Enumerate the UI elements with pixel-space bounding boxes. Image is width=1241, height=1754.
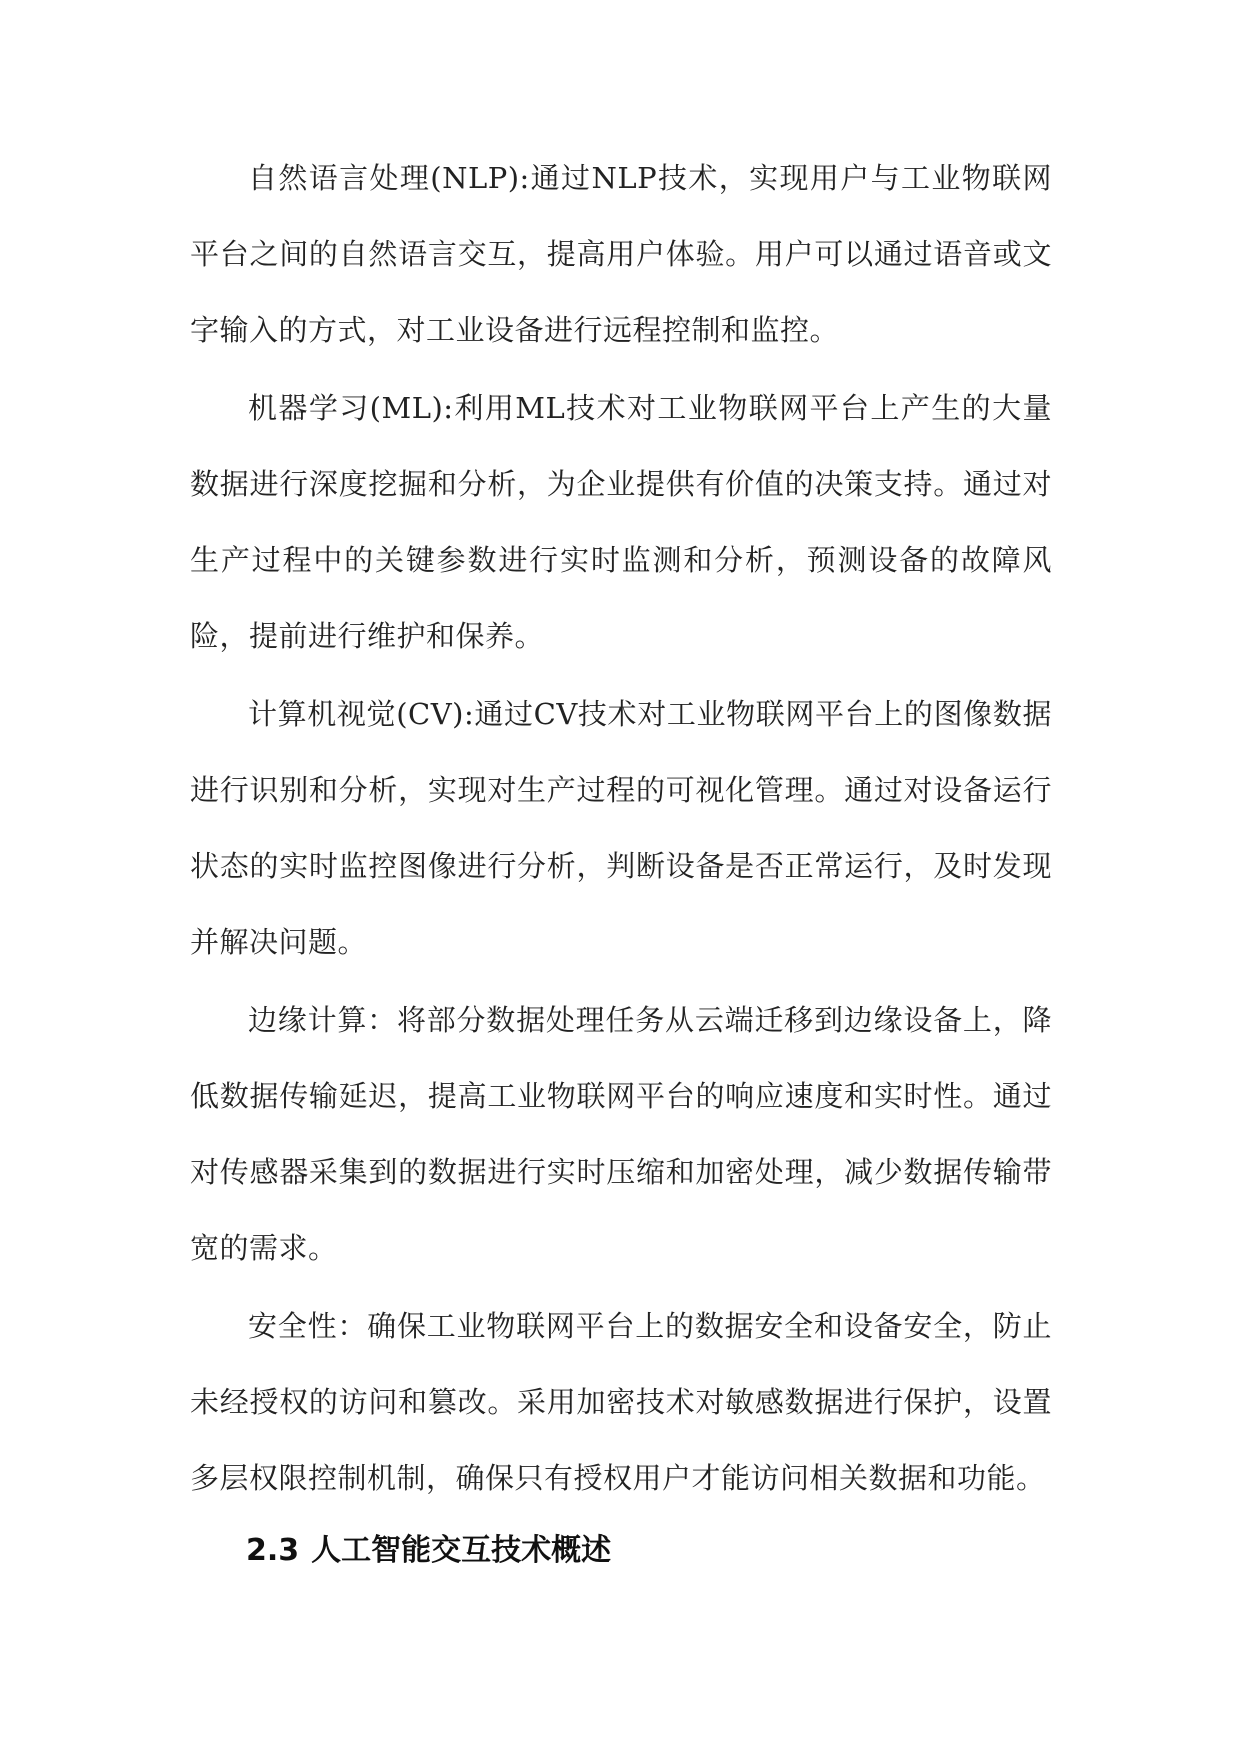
- paragraph-ml: 机器学习(ML):利用ML技术对工业物联网平台上产生的大量数据进行深度挖掘和分析，为企业提供有价值的决策支持。通过对生产过程中的关键参数进行实时监测和分析，预测设备的故障风险，提前进行维护和保养。: [190, 391, 1052, 653]
- section-number: 2.3: [246, 1533, 300, 1568]
- section-title: 人工智能交互技术概述: [311, 1533, 612, 1568]
- body-text: [190, 140, 1052, 1518]
- paragraph-edge-computing: 边缘计算：将部分数据处理任务从云端迁移到边缘设备上，降低数据传输延迟，提高工业物联网平台的响应速度和实时性。通过对传感器采集到的数据进行实时压缩和加密处理，减少数据传输带宽的需求。: [190, 1003, 1052, 1265]
- paragraph-nlp: 自然语言处理(NLP):通过NLP技术，实现用户与工业物联网平台之间的自然语言交互，提高用户体验。用户可以通过语音或文字输入的方式，对工业设备进行远程控制和监控。: [190, 161, 1052, 347]
- section-heading: [246, 1531, 611, 1571]
- paragraph-cv: 计算机视觉(CV):通过CV技术对工业物联网平台上的图像数据进行识别和分析，实现对生产过程的可视化管理。通过对设备运行状态的实时监控图像进行分析，判断设备是否正常运行，及时发现并解决问题。: [190, 697, 1052, 959]
- paragraph-security: 安全性：确保工业物联网平台上的数据安全和设备安全，防止未经授权的访问和篡改。采用加密技术对敏感数据进行保护，设置多层权限控制机制，确保只有授权用户才能访问相关数据和功能。: [190, 1309, 1052, 1495]
